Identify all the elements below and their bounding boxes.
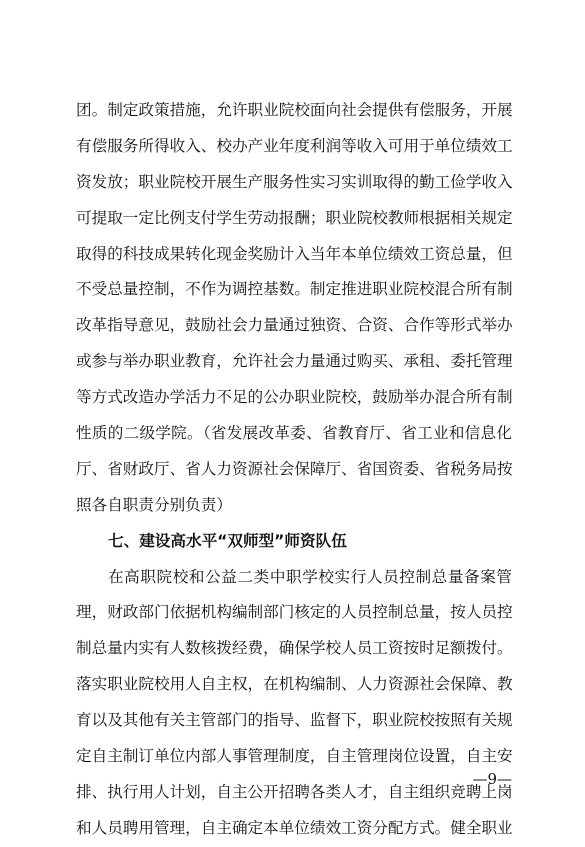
- text-line: 厅、省财政厅、省人力资源社会保障厅、省国资委、省税务局按: [76, 459, 513, 478]
- text-line: 在高职院校和公益二类中职学校实行人员控制总量备案管: [108, 567, 512, 586]
- text-line: 落实职业院校用人自主权，在机构编制、人力资源社会保障、教: [76, 675, 513, 694]
- section-heading: 七、建设高水平“双师型”师资队伍: [108, 531, 347, 550]
- text-line: 取得的科技成果转化现金奖励计入当年本单位绩效工资总量，但: [76, 244, 513, 263]
- text-line: 性质的二级学院。（省发展改革委、省教育厅、省工业和信息化: [76, 424, 512, 443]
- text-line: 定自主制订单位内部人事管理制度，自主管理岗位设置，自主安: [76, 747, 513, 766]
- text-line: 照各自职责分别负责）: [76, 495, 232, 514]
- text-line: 排、执行用人计划，自主公开招聘各类人才，自主组织竞聘上岗: [76, 782, 513, 801]
- text-line: 理，财政部门依据机构编制部门核定的人员控制总量，按人员控: [76, 603, 513, 622]
- text-line: 和人员聘用管理，自主确定本单位绩效工资分配方式。健全职业: [76, 818, 513, 837]
- text-line: 改革指导意见，鼓励社会力量通过独资、合资、合作等形式举办: [76, 316, 513, 335]
- text-line: 等方式改造办学活力不足的公办职业院校，鼓励举办混合所有制: [76, 388, 513, 407]
- text-line: 制总量内实有人数核拨经费，确保学校人员工资按时足额拨付。: [76, 639, 513, 658]
- text-line: 不受总量控制，不作为调控基数。制定推进职业院校混合所有制: [76, 280, 513, 299]
- text-line: 有偿服务所得收入、校办产业年度利润等收入可用于单位绩效工: [76, 136, 513, 155]
- text-line: 可提取一定比例支付学生劳动报酬；职业院校教师根据相关规定: [76, 208, 513, 227]
- text-line: 团。制定政策措施，允许职业院校面向社会提供有偿服务，开展: [76, 101, 513, 119]
- page-number: —9—: [472, 770, 512, 788]
- text-line: 资发放；职业院校开展生产服务性实习实训取得的勤工俭学收入: [76, 172, 513, 191]
- body-text: [76, 93, 512, 847]
- text-line: 或参与举办职业教育，允许社会力量通过购买、承租、委托管理: [76, 352, 513, 371]
- text-line: 育以及其他有关主管部门的指导、监督下，职业院校按照有关规: [76, 711, 513, 730]
